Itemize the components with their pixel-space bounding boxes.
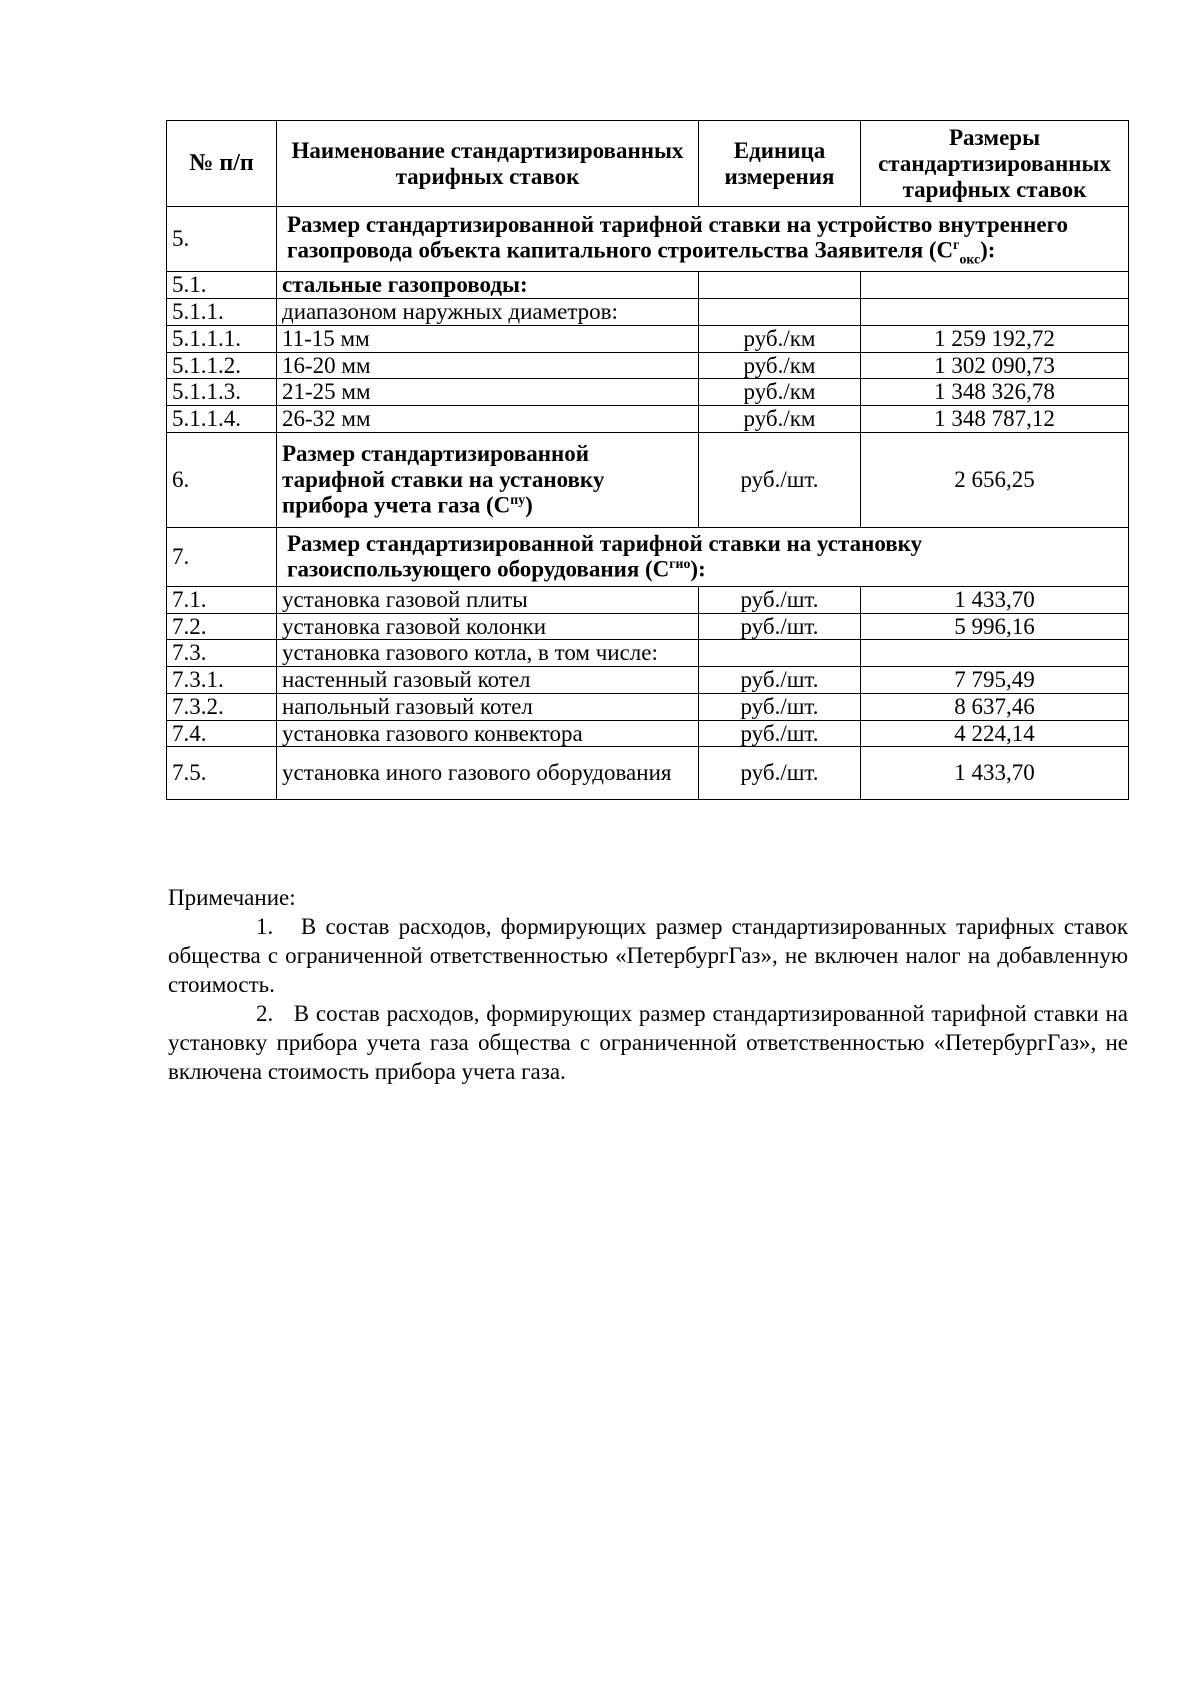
row-value — [861, 272, 1129, 299]
row-name: установка газового котла, в том числе: — [277, 640, 699, 667]
section-7-row — [167, 527, 1129, 586]
note-1-text: В состав расходов, формирующих размер стандартизированных тарифных ставок общества с ограниченной ответственностью «ПетербургГаз», не включен налог на добавленную стоимость. — [168, 914, 1128, 997]
row-value: 1 348 787,12 — [861, 406, 1129, 433]
row-num: 7.3.1. — [167, 667, 277, 694]
header-unit: Единица измерения — [699, 121, 861, 207]
note-2-text: В состав расходов, формирующих размер стандартизированной тарифной ставки на установку прибора учета газа общества с ограниченной ответственностью «ПетербургГаз», не включена стоимость прибора учета газа. — [168, 1001, 1128, 1084]
row-value: 7 795,49 — [861, 667, 1129, 694]
section-5-num: 5. — [167, 207, 277, 272]
table-row — [167, 406, 1129, 433]
table-header-row — [167, 121, 1129, 207]
row-name: стальные газопроводы: — [277, 272, 699, 299]
row-name: 26-32 мм — [277, 406, 699, 433]
table-row — [167, 693, 1129, 720]
row-unit: руб./км — [699, 325, 861, 352]
section-6-title: Размер стандартизированной тарифной ставки на установку прибора учета газа $(С^{пу})$ — [277, 432, 699, 527]
tariff-table — [166, 120, 1129, 800]
row-num: 5.1. — [167, 272, 277, 299]
row-name: настенный газовый котел — [277, 667, 699, 694]
row-value: 1 433,70 — [861, 747, 1129, 800]
row-unit: руб./шт. — [699, 693, 861, 720]
row-num: 5.1.1.4. — [167, 406, 277, 433]
table-row — [167, 272, 1129, 299]
section-6-num: 6. — [167, 432, 277, 527]
row-num: 7.2. — [167, 613, 277, 640]
note-1-num: 1. — [256, 914, 274, 939]
table-row — [167, 640, 1129, 667]
section-6-unit: руб./шт. — [699, 432, 861, 527]
table-row — [167, 352, 1129, 379]
section-6-row — [167, 432, 1129, 527]
header-name: Наименование стандартизированных тарифных ставок — [277, 121, 699, 207]
row-value: 1 259 192,72 — [861, 325, 1129, 352]
row-unit: руб./шт. — [699, 747, 861, 800]
row-num: 7.3. — [167, 640, 277, 667]
section-6-value: 2 656,25 — [861, 432, 1129, 527]
row-unit: руб./км — [699, 379, 861, 406]
row-unit: руб./шт. — [699, 613, 861, 640]
row-num: 5.1.1.3. — [167, 379, 277, 406]
row-num: 5.1.1.1. — [167, 325, 277, 352]
table-row — [167, 613, 1129, 640]
notes-heading: Примечание: — [168, 885, 296, 910]
notes-block — [168, 883, 1128, 1086]
row-num: 7.3.2. — [167, 693, 277, 720]
row-unit — [699, 299, 861, 326]
row-name: установка газовой плиты — [277, 586, 699, 613]
row-num: 7.4. — [167, 720, 277, 747]
row-value: 1 302 090,73 — [861, 352, 1129, 379]
note-item-1 — [168, 912, 1128, 999]
row-unit: руб./км — [699, 352, 861, 379]
row-name: напольный газовый котел — [277, 693, 699, 720]
table-row — [167, 667, 1129, 694]
section-7-title: Размер стандартизированной тарифной ставки на установку газоиспользующего оборудования $(С^{гио})$: — [277, 527, 1129, 586]
table-row — [167, 720, 1129, 747]
row-name: диапазоном наружных диаметров: — [277, 299, 699, 326]
row-unit: руб./км — [699, 406, 861, 433]
row-value — [861, 299, 1129, 326]
row-num: 5.1.1. — [167, 299, 277, 326]
table-row — [167, 379, 1129, 406]
row-name: 16-20 мм — [277, 352, 699, 379]
row-num: 7.1. — [167, 586, 277, 613]
section-7-num: 7. — [167, 527, 277, 586]
table-row — [167, 747, 1129, 800]
row-value: 4 224,14 — [861, 720, 1129, 747]
row-unit: руб./шт. — [699, 586, 861, 613]
row-unit: руб./шт. — [699, 720, 861, 747]
row-name: установка иного газового оборудования — [277, 747, 699, 800]
row-num: 5.1.1.2. — [167, 352, 277, 379]
row-value: 1 348 326,78 — [861, 379, 1129, 406]
row-value — [861, 640, 1129, 667]
table-row — [167, 325, 1129, 352]
table-row — [167, 299, 1129, 326]
row-num: 7.5. — [167, 747, 277, 800]
row-name: 21-25 мм — [277, 379, 699, 406]
note-item-2 — [168, 999, 1128, 1086]
row-name: установка газового конвектора — [277, 720, 699, 747]
table-row — [167, 586, 1129, 613]
row-value: 8 637,46 — [861, 693, 1129, 720]
row-name: 11-15 мм — [277, 325, 699, 352]
row-name: установка газовой колонки — [277, 613, 699, 640]
section-5-title: Размер стандартизированной тарифной ставки на устройство внутреннего газопровода объекта капитального строительства Заявителя $(С^г_{окс})$: — [277, 207, 1129, 272]
header-value: Размеры стандартизированных тарифных ставок — [861, 121, 1129, 207]
row-value: 1 433,70 — [861, 586, 1129, 613]
row-unit — [699, 272, 861, 299]
row-unit — [699, 640, 861, 667]
row-unit: руб./шт. — [699, 667, 861, 694]
note-2-num: 2. — [256, 1001, 274, 1026]
header-num: № п/п — [167, 121, 277, 207]
row-value: 5 996,16 — [861, 613, 1129, 640]
section-5-row — [167, 207, 1129, 272]
